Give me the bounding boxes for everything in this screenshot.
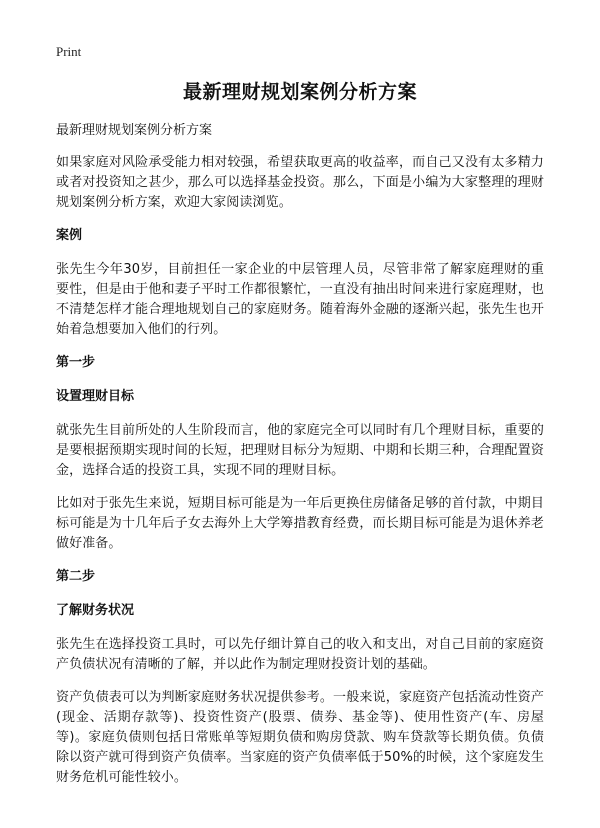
step1-paragraph-2: 比如对于张先生来说，短期目标可能是为一年后更换住房储备足够的首付款，中期目标可能是为十几年后子女去海外上大学筹措教育经费，而长期目标可能是为退休养老做好准备。	[56, 496, 544, 551]
step2-subheading: 了解财务状况	[56, 603, 135, 618]
document-title: 最新理财规划案例分析方案	[182, 81, 417, 103]
case-heading: 案例	[56, 228, 83, 243]
print-label: Print	[56, 44, 82, 59]
step2-heading: 第二步	[56, 569, 96, 584]
step2-paragraph-1: 张先生在选择投资工具时，可以先仔细计算自己的收入和支出，对自己目前的家庭资产负债状况有清晰的了解，并以此作为制定理财投资计划的基础。	[56, 637, 544, 672]
case-paragraph: 张先生今年30岁，目前担任一家企业的中层管理人员，尽管非常了解家庭理财的重要性，但是由于他和妻子平时工作都很繁忙，一直没有抽出时间来进行家庭理财，也不清楚怎样才能合理地规划自己的家庭财务。随着海外金融的逐渐兴起，张先生也开始着急想要加入他们的行列。	[56, 262, 544, 337]
intro-paragraph: 如果家庭对风险承受能力相对较强，希望获取更高的收益率，而自己又没有太多精力或者对投资知之甚少，那么可以选择基金投资。那么，下面是小编为大家整理的理财规划案例分析方案，欢迎大家阅读浏览。	[56, 155, 544, 210]
document-subtitle: 最新理财规划案例分析方案	[56, 123, 213, 138]
step1-heading: 第一步	[56, 355, 96, 370]
step1-paragraph-1: 就张先生目前所处的人生阶段而言，他的家庭完全可以同时有几个理财目标，重要的是要根据预期实现时间的长短，把理财目标分为短期、中期和长期三种，合理配置资金，选择合适的投资工具，实现不同的理财目标。	[56, 423, 544, 478]
step2-paragraph-2: 资产负债表可以为判断家庭财务状况提供参考。一般来说，家庭资产包括流动性资产(现金、活期存款等)、投资性资产(股票、债券、基金等)、使用性资产(车、房屋等)。家庭负债则包括日常账单等短期负债和购房贷款、购车贷款等长期负债。负债除以资产就可得到资产负债率。当家庭的资产负债率低于50%的时候，这个家庭发生财务危机可能性较小。	[56, 690, 544, 785]
step1-subheading: 设置理财目标	[56, 389, 135, 404]
